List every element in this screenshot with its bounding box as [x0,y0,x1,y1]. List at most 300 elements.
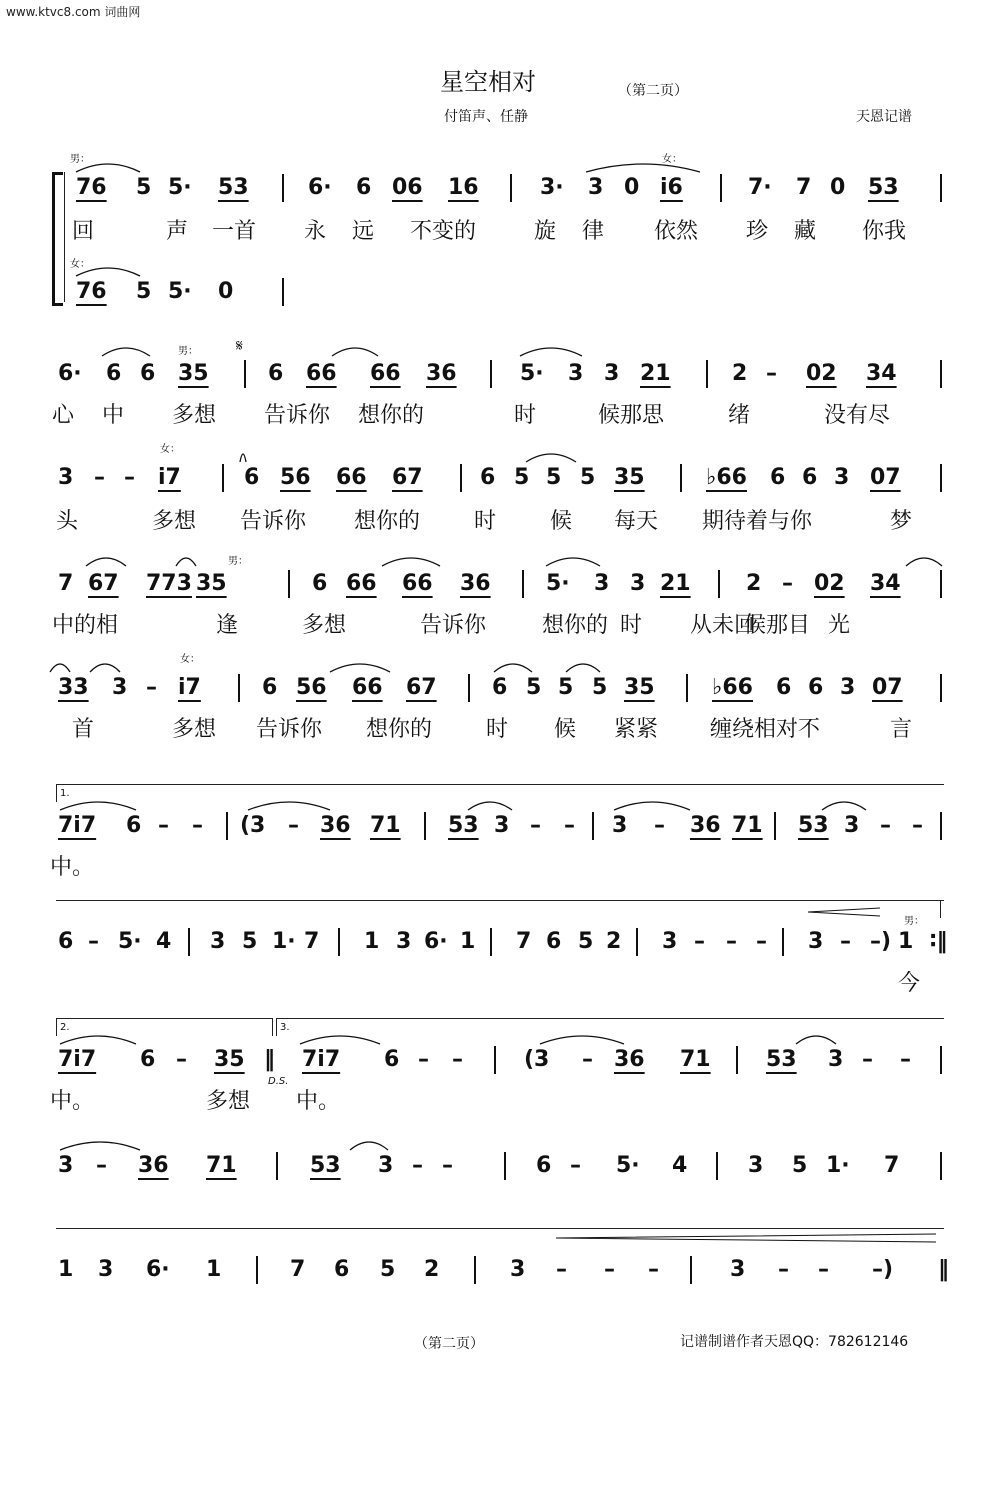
note-token: 1· [826,1153,850,1178]
note-token: 06 [392,175,423,200]
note-token: 6· [58,361,82,386]
note-token: 35 [214,1047,245,1072]
lyric-word: 紧紧 [614,717,659,742]
note-token: 21 [640,361,671,386]
note-token: 5· [168,175,192,200]
lyric-word: 梦 [890,509,913,534]
note-token: 0 [624,175,640,200]
voice-label-male: 男： [70,154,90,165]
note-token: 3 [604,361,620,386]
lyric-word: 依然 [654,219,699,244]
singers: 付笛声、任静 [444,109,528,125]
note-token: 5 [578,929,594,954]
lyrics-row [0,712,1000,742]
lyrics-row [0,214,1000,244]
note-token: 3 [588,175,604,200]
lyric-word: 多想 [152,509,197,534]
note-token: 35 [624,675,655,700]
arranger: 天恩记谱 [856,109,912,125]
note-token: 71 [732,813,763,838]
note-token: – [452,1047,463,1072]
lyric-word: 回 [72,219,95,244]
page-label-top: （第二页） [618,83,688,99]
bar-line [720,174,722,202]
notation-row [0,458,1000,498]
note-token: 5 [514,465,530,490]
note-token: 5 [136,175,152,200]
note-token: – [582,1047,593,1072]
lyric-word: 头 [56,509,79,534]
lyrics-row [0,1084,1000,1114]
note-token: 3 [662,929,678,954]
note-token: – [570,1153,581,1178]
note-token: 53 [310,1153,341,1178]
note-token: 5· [520,361,544,386]
note-token: 7 [516,929,532,954]
note-token: –) [870,929,892,954]
lyric-word: 远 [352,219,375,244]
note-token: 3 [844,813,860,838]
volta-2-label: 2. [60,1022,70,1033]
volta-2-line [56,1018,272,1019]
volta-1-cont [56,900,944,901]
voice-label-female: 女： [70,259,90,270]
note-token: – [288,813,299,838]
note-token: – [94,465,105,490]
note-token: 4 [156,929,172,954]
note-token: 6 [546,929,562,954]
note-token: 3 [730,1257,746,1282]
bar-line [774,812,776,840]
bar-line [222,464,224,492]
note-token: 6 [262,675,278,700]
note-token: 36 [460,571,491,596]
bar-line [494,1046,496,1074]
voice-label-male: 男： [904,916,924,927]
note-token: 1· [272,929,296,954]
bar-line [636,928,638,956]
note-token: – [192,813,203,838]
lyric-word: 告诉你 [420,613,487,638]
note-token: – [862,1047,873,1072]
note-token: 4 [672,1153,688,1178]
note-token: 3 [494,813,510,838]
volta-2-end [272,1018,273,1036]
lyric-word: 候那思 [598,403,665,428]
note-token: 5 [580,465,596,490]
lyric-word: 候 [554,717,577,742]
lyric-word: 多想 [206,1089,251,1114]
note-token: 3· [540,175,564,200]
note-token: – [176,1047,187,1072]
note-token: – [900,1047,911,1072]
note-token: 35 [178,361,209,386]
note-token: 36 [690,813,721,838]
lyrics-row [0,398,1000,428]
lyric-word: 想你的 [366,717,433,742]
note-token: – [96,1153,107,1178]
note-token: 5 [380,1257,396,1282]
note-token: 66 [402,571,433,596]
volta-3-hook [276,1018,277,1036]
segno-sign: 𝄋 [236,336,243,355]
lyric-word: 告诉你 [264,403,331,428]
note-token: 7 [290,1257,306,1282]
note-token: 66 [370,361,401,386]
note-token: (3 [240,813,266,838]
note-token: 66 [346,571,377,596]
bar-line [940,464,942,492]
notation-row [0,806,1000,846]
note-token: 7 [304,929,320,954]
lyric-word: 告诉你 [240,509,307,534]
note-token: 1 [206,1257,222,1282]
bar-line [940,360,942,388]
note-token: 34 [866,361,897,386]
volta-3-label: 3. [280,1022,290,1033]
note-token: 67 [392,465,423,490]
note-token: – [782,571,793,596]
bar-line [706,360,708,388]
note-token: 6 [770,465,786,490]
note-token: 33 [58,675,89,700]
note-token: 5 [242,929,258,954]
bar-line [468,674,470,702]
note-token: – [840,929,851,954]
note-token: 02 [814,571,845,596]
song-title: 星空相对 [440,68,536,96]
note-token: – [912,813,923,838]
notation-row [0,272,1000,312]
note-token: 3 [210,929,226,954]
bar-line [686,674,688,702]
note-token: 5 [792,1153,808,1178]
bar-line [690,1256,692,1284]
dal-segno-mark: D.S. [268,1076,289,1087]
watermark: www.ktvc8.com 词曲网 [6,5,141,19]
lyric-word: 想你的 [358,403,425,428]
lyric-word: 期待着与你 [702,509,813,534]
note-token: 71 [680,1047,711,1072]
note-token: 0 [830,175,846,200]
note-token: 7i7 [302,1047,341,1072]
volta-1-end [940,900,941,918]
bar-line [276,1152,278,1180]
note-token: 1 [58,1257,74,1282]
bar-line [940,1046,942,1074]
note-token: 3 [58,465,74,490]
lyric-word: 逢 [216,613,239,638]
note-token: 67 [406,675,437,700]
note-token: ‖ [264,1047,275,1072]
note-token: 53 [218,175,249,200]
voice-label-female: 女： [180,654,200,665]
note-token: 7 [58,571,74,596]
note-token: – [880,813,891,838]
note-token: 5· [118,929,142,954]
note-token: –) [872,1257,894,1282]
bar-line [718,570,720,598]
lyric-word: 言 [890,717,913,742]
note-token: 6 [140,361,156,386]
notation-row [0,168,1000,208]
note-token: 7i7 [58,1047,97,1072]
note-token: 6 [480,465,496,490]
volta-3-cont [56,1228,944,1229]
voice-label-male: 男： [178,346,198,357]
note-token: – [88,929,99,954]
bar-line [940,812,942,840]
note-token: 2 [424,1257,440,1282]
note-token: 5 [592,675,608,700]
note-token: – [766,361,777,386]
lyric-word: 中的相 [52,613,119,638]
note-token: – [564,813,575,838]
lyric-word: 多想 [172,717,217,742]
lyric-word: 藏 [794,219,817,244]
note-token: 5 [546,465,562,490]
bar-line [940,674,942,702]
note-token: 67 [88,571,119,596]
bar-line [504,1152,506,1180]
notation-row [0,922,1000,962]
bar-line [256,1256,258,1284]
note-token: 1 [898,929,914,954]
note-token: 2 [606,929,622,954]
bar-line [940,570,942,598]
note-token: 3 [510,1257,526,1282]
note-token: 3 [834,465,850,490]
note-token: 76 [76,279,107,304]
bar-line [460,464,462,492]
lyric-word: 想你的 [542,613,609,638]
note-token: 6 [776,675,792,700]
note-token: – [412,1153,423,1178]
note-token: 7· [748,175,772,200]
lyrics-row [0,850,1000,880]
note-token: (3 [524,1047,550,1072]
note-token: ♭66 [706,465,747,490]
lyric-word: 律 [582,219,605,244]
note-token: 6 [356,175,372,200]
bar-line [940,1152,942,1180]
note-token: – [726,929,737,954]
note-token: i7 [178,675,201,700]
note-token: – [604,1257,615,1282]
note-token: 6· [424,929,448,954]
note-token: 07 [870,465,901,490]
lyric-word: 中。 [50,1089,95,1114]
lyric-word: 候 [550,509,573,534]
note-token: – [418,1047,429,1072]
note-token: 07 [872,675,903,700]
note-token: – [648,1257,659,1282]
note-token: 5 [136,279,152,304]
bar-line [226,812,228,840]
bar-line [474,1256,476,1284]
lyric-word: 中 [102,403,125,428]
lyric-word: 每天 [614,509,659,534]
footer-credit: 记谱制谱作者天恩QQ：782612146 [680,1334,909,1350]
note-token: 5 [526,675,542,700]
lyric-word: 想你的 [354,509,421,534]
note-token: 6 [802,465,818,490]
note-token: 35 [196,571,227,596]
volta-1-line [56,784,944,785]
lyric-word: 旋 [534,219,557,244]
note-token: 5 [558,675,574,700]
note-token: 6 [268,361,284,386]
note-token: – [158,813,169,838]
note-token: 5· [168,279,192,304]
note-token: – [146,675,157,700]
note-token: 1 [460,929,476,954]
note-token: ♭66 [712,675,753,700]
note-token: 53 [448,813,479,838]
lyric-word: 心 [52,403,75,428]
note-token: 6 [808,675,824,700]
bar-line [244,360,246,388]
note-token: 36 [138,1153,169,1178]
note-token: 36 [614,1047,645,1072]
note-token: 7 [884,1153,900,1178]
hairpin-mark [556,1234,936,1242]
note-token: i7 [158,465,181,490]
note-token: 02 [806,361,837,386]
notation-row [0,564,1000,604]
note-token: 66 [336,465,367,490]
bar-line [592,812,594,840]
note-token: 56 [280,465,311,490]
bar-line [282,278,284,306]
lyric-word: 今 [898,971,921,996]
note-token: 53 [766,1047,797,1072]
note-token: – [530,813,541,838]
lyric-word: 中。 [296,1089,341,1114]
bar-line [188,928,190,956]
lyric-word: 多想 [302,613,347,638]
hairpin-mark [808,908,880,916]
lyric-word: 你我 [862,219,907,244]
note-token: 3 [98,1257,114,1282]
lyrics-row [0,504,1000,534]
bar-line [940,174,942,202]
note-token: 3 [378,1153,394,1178]
note-token: 71 [206,1153,237,1178]
note-token: 773 [146,571,192,596]
note-token: ‖ [938,1257,949,1282]
bar-line [288,570,290,598]
bar-line [680,464,682,492]
bar-line [490,928,492,956]
note-token: 3 [828,1047,844,1072]
note-token: 6· [308,175,332,200]
note-token: – [556,1257,567,1282]
note-token: 5· [616,1153,640,1178]
note-token: 6 [384,1047,400,1072]
voice-label-male: 男： [228,556,248,567]
note-token: 2 [732,361,748,386]
note-token: 66 [306,361,337,386]
lyric-word: 声 [166,219,189,244]
bar-line [716,1152,718,1180]
note-token: – [694,929,705,954]
note-token: 6 [244,465,260,490]
note-token: 34 [870,571,901,596]
note-token: 6 [126,813,142,838]
voice-label-female: 女： [662,154,682,165]
notation-row [0,1146,1000,1186]
note-token: 76 [76,175,107,200]
note-token: – [818,1257,829,1282]
note-token: 53 [798,813,829,838]
note-token: – [124,465,135,490]
note-token: 16 [448,175,479,200]
note-token: 3 [748,1153,764,1178]
note-token: 3 [612,813,628,838]
bar-line [238,674,240,702]
notation-row [0,354,1000,394]
lyric-word: 不变的 [410,219,477,244]
lyric-word: 时 [620,613,643,638]
note-token: 6 [536,1153,552,1178]
voice-label-female: 女： [160,444,180,455]
volta-3-line [276,1018,944,1019]
note-token: 6 [140,1047,156,1072]
lyric-word: 告诉你 [256,717,323,742]
note-token: – [442,1153,453,1178]
note-token: 71 [370,813,401,838]
note-token: 6 [492,675,508,700]
note-token: i6 [660,175,683,200]
note-token: 36 [426,361,457,386]
note-token: 2 [746,571,762,596]
bar-line [424,812,426,840]
notation-row [0,1250,1000,1290]
note-token: 1 [364,929,380,954]
lyric-word: 时 [486,717,509,742]
lyric-word: 从未回 [690,613,757,638]
note-token: 3 [58,1153,74,1178]
note-token: 6 [106,361,122,386]
lyric-word: 光 [828,613,851,638]
note-token: 6 [58,929,74,954]
note-token: 21 [660,571,691,596]
note-token: 36 [320,813,351,838]
note-token: 0 [218,279,234,304]
lyric-word: 候那目 [744,613,811,638]
notation-row [0,1040,1000,1080]
lyric-word: 永 [304,219,327,244]
note-token: – [654,813,665,838]
note-token: 3 [840,675,856,700]
note-token: 35 [614,465,645,490]
bar-line [522,570,524,598]
lyric-word: 时 [514,403,537,428]
volta-2-hook [56,1018,57,1036]
note-token: 6 [334,1257,350,1282]
lyric-word: 绪 [728,403,751,428]
note-token: 6 [312,571,328,596]
note-token: 53 [868,175,899,200]
volta-1-label: 1. [60,788,70,799]
bar-line [282,174,284,202]
note-token: 6· [146,1257,170,1282]
note-token: – [778,1257,789,1282]
lyric-word: 时 [474,509,497,534]
lyric-word: 一首 [212,219,257,244]
lyrics-row [0,966,1000,996]
